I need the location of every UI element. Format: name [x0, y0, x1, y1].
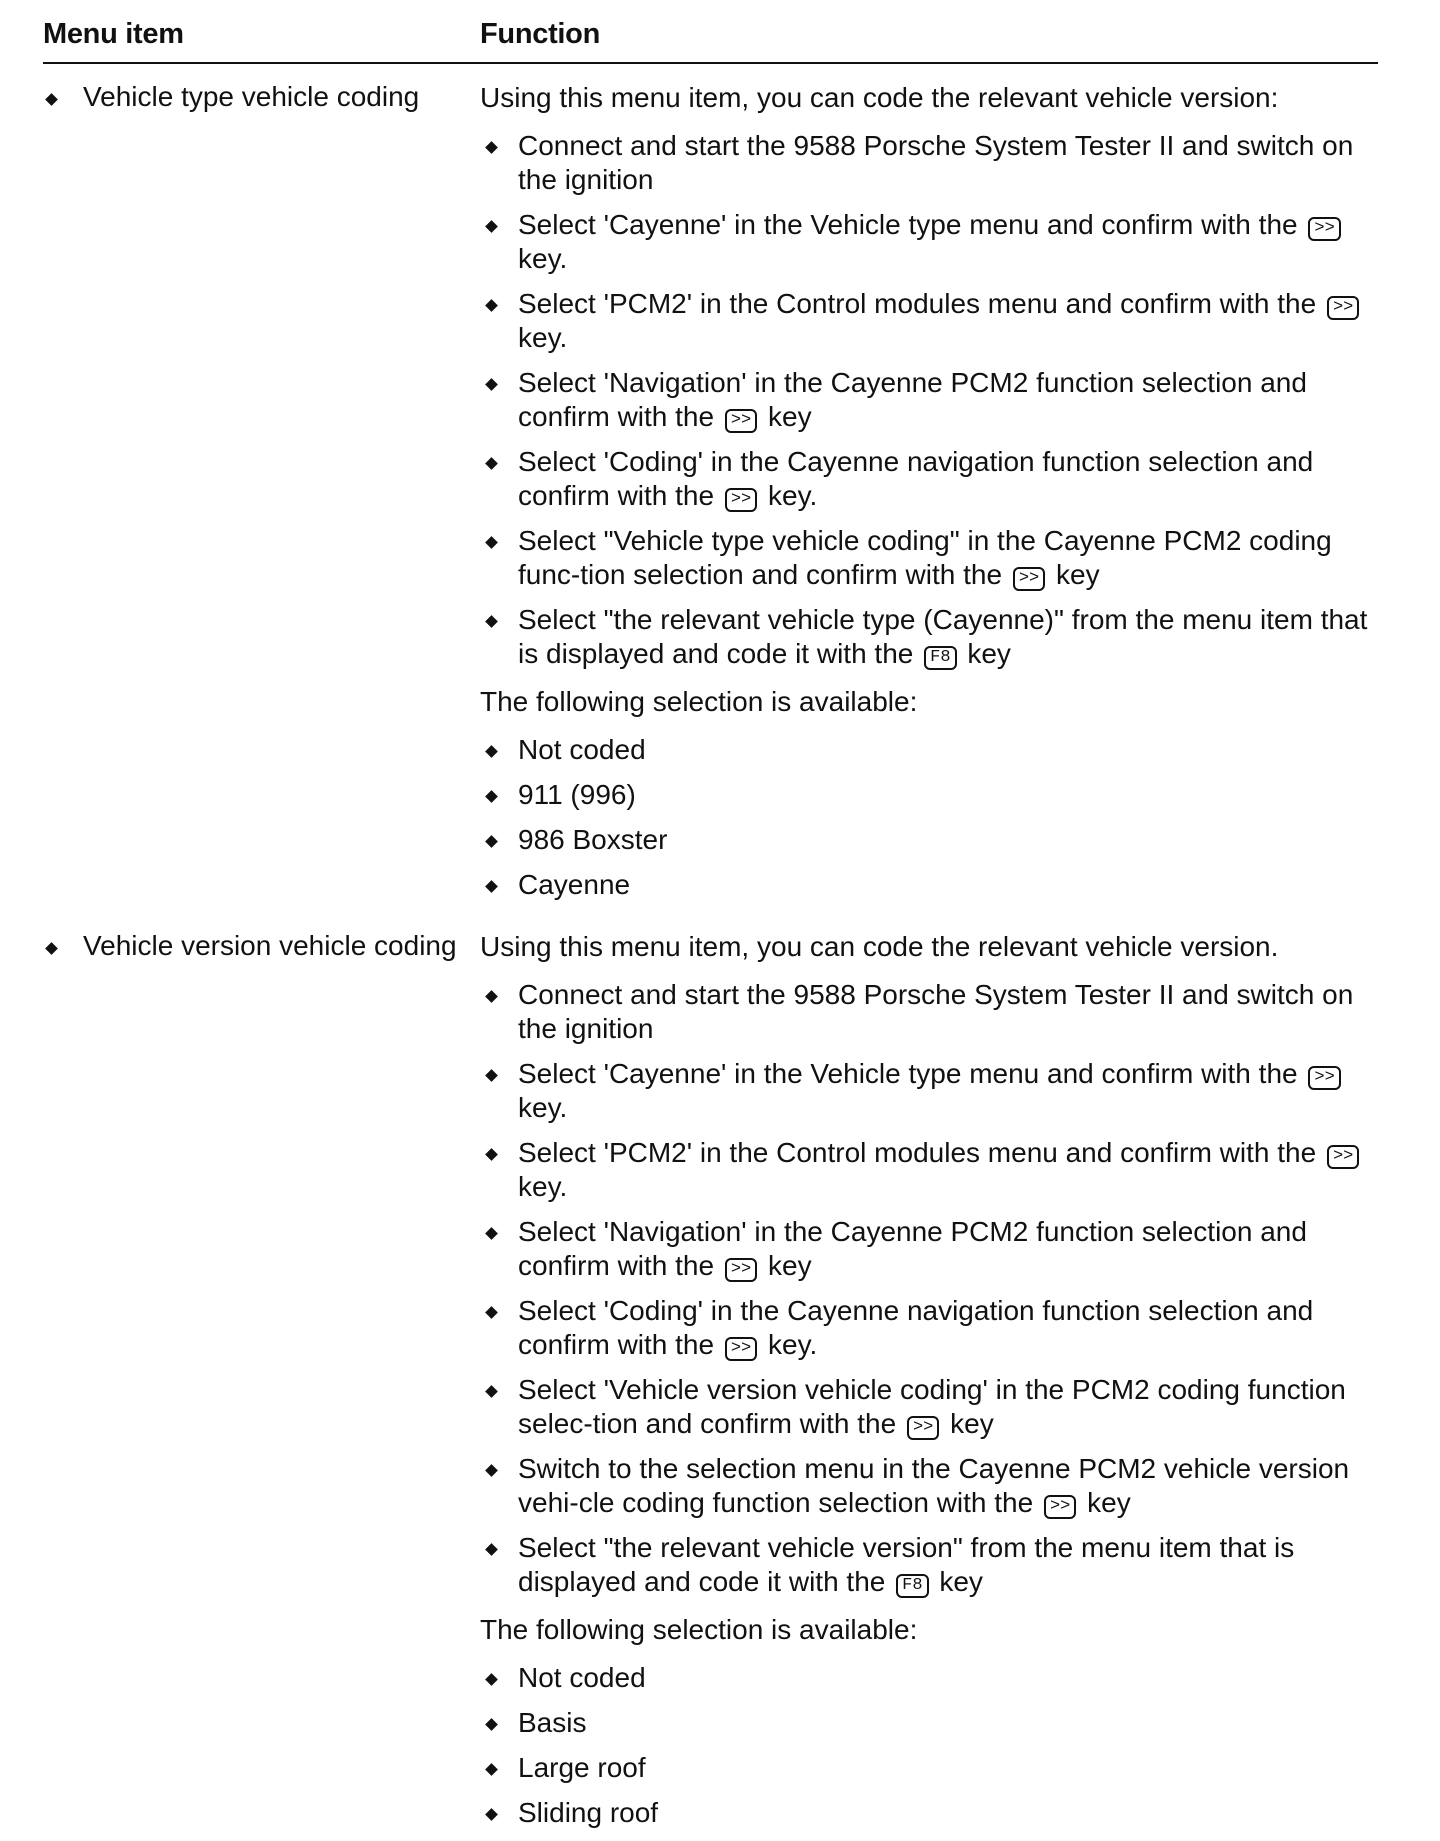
menu-item-label: Vehicle type vehicle coding: [83, 81, 420, 112]
step-text: [518, 524, 1370, 592]
step-text-suffix: key.: [518, 1092, 568, 1123]
option-item: [480, 823, 1370, 857]
step-text-main: Select "Vehicle type vehicle coding" in the Cayenne PCM2 coding func-tion selection and confirm with the: [518, 525, 1332, 590]
bullet-diamond-icon: [485, 880, 498, 893]
table-row: [43, 81, 1378, 902]
header-menu-item: Menu item: [43, 18, 184, 50]
step-text-main: Select 'Coding' in the Cayenne navigation function selection and confirm with the: [518, 1295, 1314, 1360]
keyboard-key: >>: [1327, 296, 1359, 320]
keyboard-key: F8: [924, 646, 956, 670]
bullet-diamond-icon: [485, 1673, 498, 1686]
step-text: [518, 1294, 1370, 1362]
step-text-suffix: key.: [518, 1171, 568, 1202]
option-label: Large roof: [518, 1752, 646, 1783]
step-text-main: Connect and start the 9588 Porsche System Tester II and switch on the ignition: [518, 130, 1354, 195]
menu-item-cell: [43, 930, 457, 962]
option-label: Sliding roof: [518, 1797, 659, 1828]
step-item: [480, 1452, 1370, 1520]
keyboard-key: >>: [907, 1416, 939, 1440]
step-text-suffix: key.: [518, 243, 568, 274]
bullet-diamond-icon: [485, 1227, 498, 1240]
step-text-suffix: key: [950, 1408, 994, 1439]
step-list: [480, 129, 1370, 671]
document-page: [43, 0, 1378, 1841]
bullet-diamond-icon: [485, 378, 498, 391]
keyboard-key: >>: [725, 409, 757, 433]
keyboard-key: >>: [1044, 1495, 1076, 1519]
step-text: [518, 1136, 1370, 1204]
function-intro: Using this menu item, you can code the relevant vehicle version:: [480, 82, 1279, 113]
bullet-diamond-icon: [485, 457, 498, 470]
step-item: [480, 1215, 1370, 1283]
step-text-suffix: key: [967, 638, 1011, 669]
step-text-main: Select 'PCM2' in the Control modules menu and confirm with the: [518, 1137, 1317, 1168]
step-text: [518, 1452, 1370, 1520]
table-body: [43, 81, 1378, 1830]
step-item: [480, 1373, 1370, 1441]
step-item: [480, 1531, 1370, 1599]
keyboard-key: F8: [896, 1574, 928, 1598]
step-text: [518, 208, 1370, 276]
step-text-suffix: key: [768, 401, 812, 432]
function-cell: [480, 81, 1370, 902]
step-item: [480, 603, 1370, 671]
keyboard-key: >>: [725, 488, 757, 512]
step-text-suffix: key.: [768, 480, 818, 511]
bullet-diamond-icon: [485, 1306, 498, 1319]
step-item: [480, 208, 1370, 276]
step-text-main: Connect and start the 9588 Porsche System Tester II and switch on the ignition: [518, 979, 1354, 1044]
available-label: The following selection is available:: [480, 686, 918, 717]
bullet-diamond-icon: [485, 835, 498, 848]
bullet-diamond-icon: [485, 1148, 498, 1161]
bullet-diamond-icon: [485, 1718, 498, 1731]
bullet-diamond-icon: [45, 942, 58, 955]
step-item: [480, 129, 1370, 197]
option-item: [480, 1796, 1370, 1830]
option-label: Basis: [518, 1707, 587, 1738]
step-item: [480, 524, 1370, 592]
bullet-diamond-icon: [485, 141, 498, 154]
option-label: Not coded: [518, 1662, 646, 1693]
step-item: [480, 1057, 1370, 1125]
function-cell: [480, 930, 1370, 1830]
table-row: [43, 930, 1378, 1830]
step-item: [480, 1294, 1370, 1362]
step-text: [518, 445, 1370, 513]
option-item: [480, 868, 1370, 902]
header-function: Function: [480, 18, 601, 50]
option-item: [480, 1751, 1370, 1785]
option-label: Cayenne: [518, 869, 631, 900]
function-intro: Using this menu item, you can code the relevant vehicle version.: [480, 931, 1279, 962]
option-item: [480, 1706, 1370, 1740]
option-item: [480, 778, 1370, 812]
step-item: [480, 366, 1370, 434]
available-label: The following selection is available:: [480, 1614, 918, 1645]
step-text: [518, 1215, 1370, 1283]
option-label: Not coded: [518, 734, 646, 765]
bullet-diamond-icon: [485, 1808, 498, 1821]
step-text-main: Select 'Coding' in the Cayenne navigation function selection and confirm with the: [518, 446, 1314, 511]
keyboard-key: >>: [1327, 1145, 1359, 1169]
bullet-diamond-icon: [485, 536, 498, 549]
menu-item-label: Vehicle version vehicle coding: [83, 930, 457, 961]
step-text-suffix: key: [1056, 559, 1100, 590]
step-text-main: Select 'Vehicle version vehicle coding' in the PCM2 coding function selec-tion and confirm with the: [518, 1374, 1346, 1439]
table-header: [43, 0, 1378, 64]
step-text-main: Select 'PCM2' in the Control modules menu and confirm with the: [518, 288, 1317, 319]
bullet-diamond-icon: [485, 615, 498, 628]
keyboard-key: >>: [1013, 567, 1045, 591]
bullet-diamond-icon: [485, 220, 498, 233]
step-text-suffix: key: [1087, 1487, 1131, 1518]
step-item: [480, 445, 1370, 513]
step-item: [480, 1136, 1370, 1204]
step-text: [518, 1373, 1370, 1441]
bullet-diamond-icon: [485, 745, 498, 758]
option-item: [480, 733, 1370, 767]
bullet-diamond-icon: [485, 1464, 498, 1477]
keyboard-key: >>: [725, 1337, 757, 1361]
bullet-diamond-icon: [45, 93, 58, 106]
step-text-main: Switch to the selection menu in the Cayenne PCM2 vehicle version vehi-cle coding function selection with the: [518, 1453, 1350, 1518]
bullet-diamond-icon: [485, 790, 498, 803]
step-text-main: Select 'Navigation' in the Cayenne PCM2 function selection and confirm with the: [518, 367, 1307, 432]
option-list: [480, 733, 1370, 902]
step-text-main: Select 'Navigation' in the Cayenne PCM2 function selection and confirm with the: [518, 1216, 1307, 1281]
step-text-main: Select 'Cayenne' in the Vehicle type menu and confirm with the: [518, 209, 1298, 240]
step-text: [518, 1057, 1370, 1125]
menu-item-cell: [43, 81, 419, 113]
option-label: 986 Boxster: [518, 824, 668, 855]
step-text-main: Select "the relevant vehicle version" from the menu item that is displayed and code it with the: [518, 1532, 1295, 1597]
step-text: [518, 366, 1370, 434]
step-text-suffix: key: [768, 1250, 812, 1281]
bullet-diamond-icon: [485, 1069, 498, 1082]
option-list: [480, 1661, 1370, 1830]
step-text-suffix: key.: [518, 322, 568, 353]
bullet-diamond-icon: [485, 1763, 498, 1776]
step-text-suffix: key.: [768, 1329, 818, 1360]
step-text: [518, 978, 1370, 1046]
step-text: [518, 1531, 1370, 1599]
step-item: [480, 978, 1370, 1046]
step-list: [480, 978, 1370, 1599]
bullet-diamond-icon: [485, 1385, 498, 1398]
bullet-diamond-icon: [485, 1543, 498, 1556]
keyboard-key: >>: [1308, 1066, 1340, 1090]
step-text: [518, 603, 1370, 671]
step-item: [480, 287, 1370, 355]
step-text-suffix: key: [939, 1566, 983, 1597]
option-label: 911 (996): [518, 779, 636, 810]
step-text: [518, 129, 1370, 197]
bullet-diamond-icon: [485, 990, 498, 1003]
step-text-main: Select 'Cayenne' in the Vehicle type menu and confirm with the: [518, 1058, 1298, 1089]
bullet-diamond-icon: [485, 299, 498, 312]
step-text: [518, 287, 1370, 355]
keyboard-key: >>: [725, 1258, 757, 1282]
keyboard-key: >>: [1308, 217, 1340, 241]
step-text-main: Select "the relevant vehicle type (Cayenne)" from the menu item that is displayed and code it with the: [518, 604, 1368, 669]
option-item: [480, 1661, 1370, 1695]
